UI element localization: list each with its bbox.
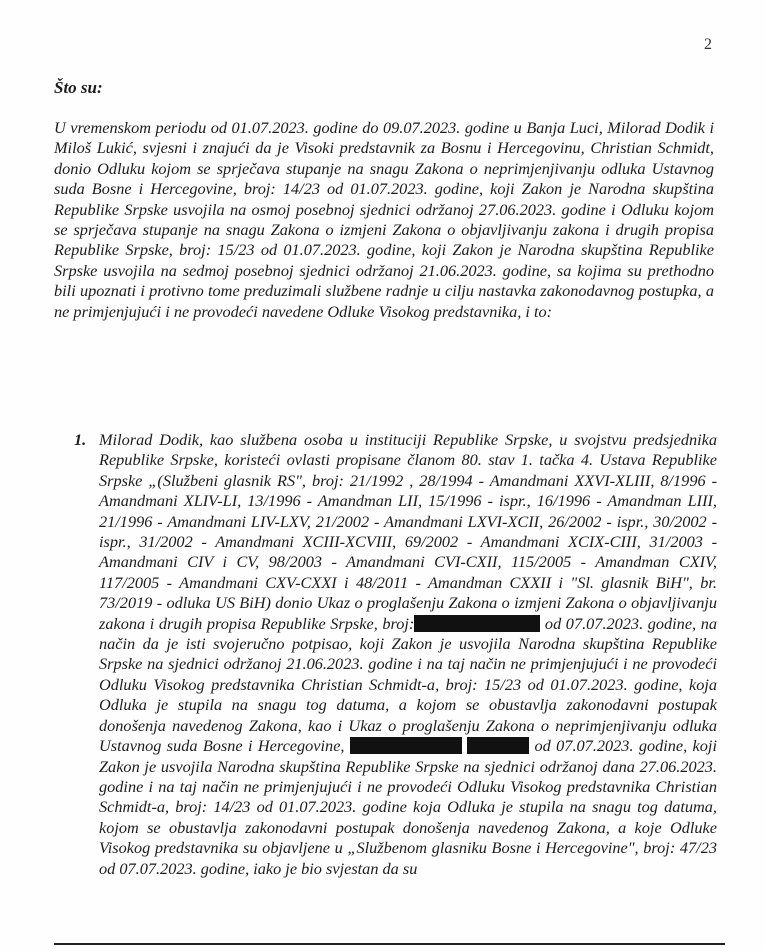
page-bottom-rule (54, 943, 725, 945)
list-item-paragraph (99, 430, 717, 879)
item-text-part2: od 07.07.2023. godine, na način da je isti svojeručno potpisao, koji Zakon je usvojila Narodna skupština Republike Srpske na sjednici održanoj 21.06.2023. godine i na taj način ne primjenjujući i ne provodeći Odluku Visokog predstavnika Christian Schmidt-a, broj: 15/23 od 01.07.2023. godine, koja Odluka je stupila na snagu tog datuma, a kojom se obustavlja zakonodavni postupak donošenja navedenog Zakona, kao i Ukaz o proglašenju Zakona o neprimjenjivanju odluka Ustavnog suda Bosne i Hercegovine, (99, 613, 717, 756)
redaction-block (350, 737, 462, 754)
intro-paragraph: U vremenskom periodu od 01.07.2023. godine do 09.07.2023. godine u Banja Luci, Milorad Dodik i Miloš Lukić, svjesni i znajući da je Visoki predstavnik za Bosnu i Hercegovinu, Christian Schmidt, donio Odluku kojom se sprječava stupanje na snagu Zakona o neprimjenjivanju odluka Ustavnog suda Bosne i Hercegovine, broj: 14/23 od 01.07.2023. godine, koji Zakon je Narodna skupština Republike Srpske usvojila na osmoj posebnoj sjednici održanoj 27.06.2023. godine i Odluku kojom se sprječava stupanje na snagu Zakona o izmjeni Zakona o objavljivanju zakona i drugih propisa Republike Srpske, broj: 15/23 od 01.07.2023. godine, koji Zakon je Narodna skupština Republike Srpske usvojila na sedmoj posebnoj sjednici održanoj 21.06.2023. godine, sa kojima su prethodno bili upoznati i protivno tome preduzimali službene radnje u cilju nastavka zakonodavnog postupka, a ne primjenjujući i ne provodeći navedene Odluke Visokog predstavnika, i to: (54, 118, 714, 321)
redaction-block (467, 737, 529, 754)
section-heading: Što su: (54, 78, 103, 97)
page-number: 2 (704, 36, 712, 53)
list-item-number: 1. (74, 430, 87, 449)
item-text-part3: od 07.07.2023. godine, koji Zakon je usvojila Narodna skupština Republike Srpske na sjednici održanoj dana 27.06.2023. godine i na taj način ne primjenjujući i ne provodeći Odluku Visokog predstavnika Christian Schmidt-a, broj: 14/23 od 01.07.2023. godine koja Odluka je stupila na snagu tog datuma, kojom se obustavlja zakonodavni postupak donošenja navedenog Zakona, a koje Odluke Visokog predstavnika su objavljene u „Službenom glasniku Bosne i Hercegovine", broj: 47/23 od 07.07.2023. godine, iako je bio svjestan da su (99, 736, 717, 878)
redaction-block (414, 615, 540, 632)
item-text-part1: Milorad Dodik, kao službena osoba u instituciji Republike Srpske, u svojstvu predsjednika Republike Srpske, koristeći ovlasti propisane članom 80. stav 1. tačka 4. Ustava Republike Srpske „(Službeni glasnik RS", broj: 21/1992 , 28/1994 - Amandmani XXVI-XLIII, 8/1996 - Amandmani XLIV-LI, 13/1996 - Amandman LII, 15/1996 - ispr., 16/1996 - Amandman LIII, 21/1996 - Amandmani LIV-LXV, 21/2002 - Amandmani LXVI-XCII, 26/2002 - ispr., 30/2002 - ispr., 31/2002 - Amandmani XCIII-XCVIII, 69/2002 - Amandmani XCIX-CIII, 31/2003 - Amandmani CIV i CV, 98/2003 - Amandmani CVI-CXII, 115/2005 - Amandman CXIV, 117/2005 - Amandmani CXV-CXXI i 48/2011 - Amandman CXXII i "Sl. glasnik BiH", br. 73/2019 - odluka US BiH) donio Ukaz o proglašenju Zakona o izmjeni Zakona o objavljivanju zakona i drugih propisa Republike Srpske, broj: (99, 430, 717, 633)
